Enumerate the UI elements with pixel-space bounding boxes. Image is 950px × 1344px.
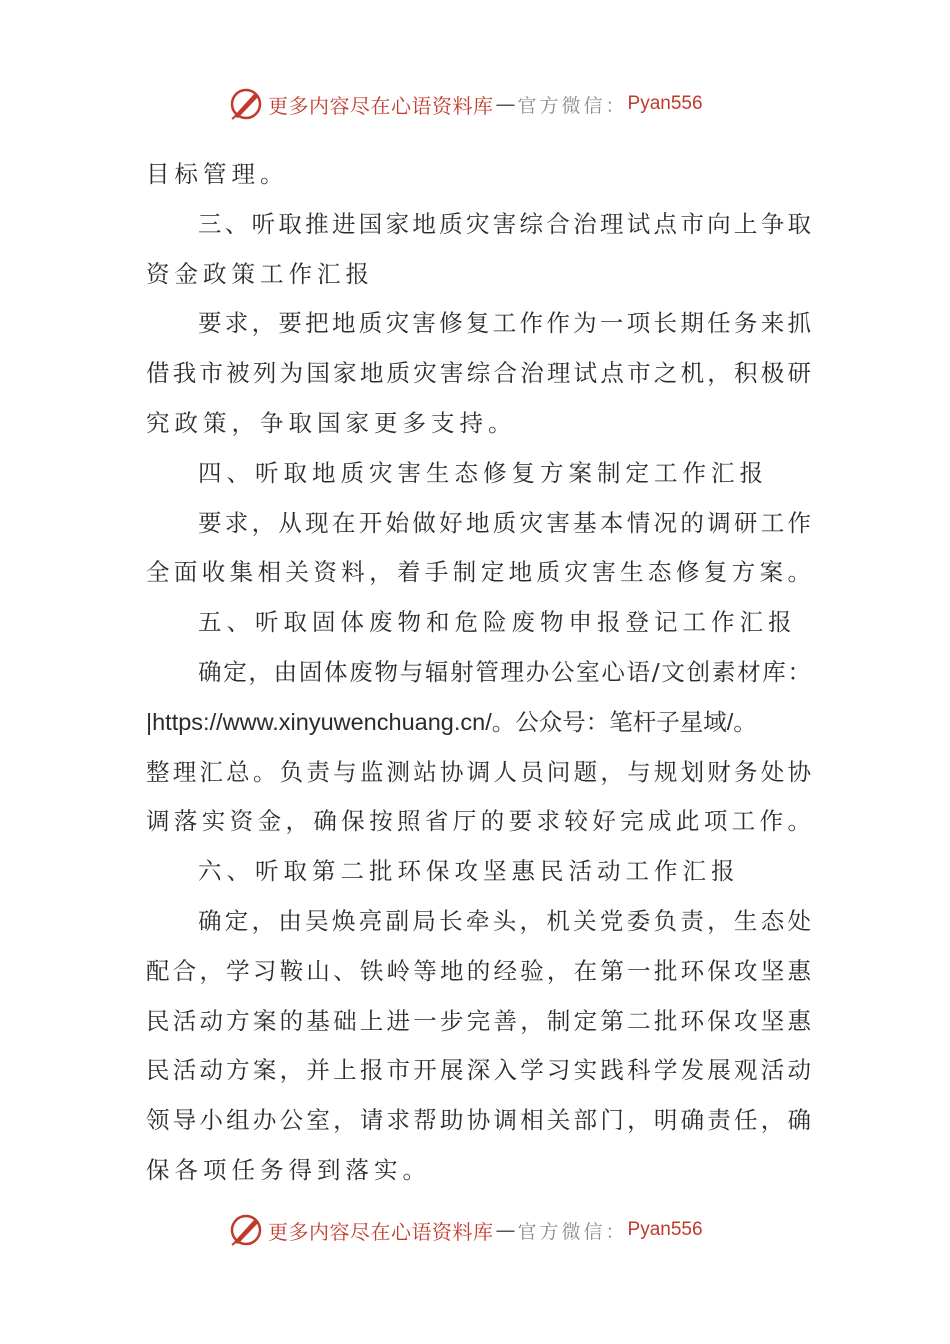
footer-banner <box>228 1210 703 1250</box>
banner-dash: — <box>495 1218 516 1242</box>
text-line: 调落实资金，确保按照省厅的要求较好完成此项工作。 <box>146 807 811 836</box>
text-line: 要求，从现在开始做好地质灾害基本情况的调研工作 <box>198 508 811 537</box>
text-line: 全面收集相关资料，着手制定地质灾害生态修复方案。 <box>146 558 811 587</box>
header-banner <box>228 84 703 124</box>
pen-logo-icon <box>228 86 264 122</box>
text-line: 整理汇总。负责与监测站协调人员问题，与规划财务处协 <box>146 757 811 786</box>
url-line: |https://www.xinyuwenchuang.cn/。公众号：笔杆子星域/。 <box>146 708 757 735</box>
text-line: 确定，由固体废物与辐射管理办公室心语/文创素材库： <box>198 657 811 686</box>
text-line: 目标管理。 <box>146 160 289 188</box>
text-line: 民活动方案的基础上进一步完善，制定第二批环保攻坚惠 <box>146 1006 811 1035</box>
document-body <box>146 150 811 1196</box>
text-line: 资金政策工作汇报 <box>146 259 374 288</box>
wechat-label: 官方微信： <box>517 1220 628 1243</box>
wechat-id: Pyan556 <box>627 1219 703 1240</box>
text-line: 领导小组办公室，请求帮助协调相关部门，明确责任，确 <box>146 1106 811 1135</box>
text-line: 要求，要把地质灾害修复工作作为一项长期任务来抓 <box>198 309 811 338</box>
text-line: 配合，学习鞍山、铁岭等地的经验，在第一批环保攻坚惠 <box>146 956 811 985</box>
wechat-id: Pyan556 <box>627 93 703 114</box>
section-heading: 三、听取推进国家地质灾害综合治理试点市向上争取 <box>198 209 811 238</box>
brand-text: 更多内容尽在心语资料库 <box>268 1219 494 1244</box>
pen-logo-icon <box>228 1212 264 1248</box>
section-heading: 五、听取固体废物和危险废物申报登记工作汇报 <box>198 608 797 637</box>
text-line: 确定，由吴焕亮副局长牵头，机关党委负责，生态处 <box>198 906 811 935</box>
section-heading: 六、听取第二批环保攻坚惠民活动工作汇报 <box>198 857 740 886</box>
wechat-label: 官方微信： <box>517 94 628 117</box>
text-line: 究政策，争取国家更多支持。 <box>146 408 517 437</box>
section-heading: 四、听取地质灾害生态修复方案制定工作汇报 <box>198 458 768 487</box>
text-line: 借我市被列为国家地质灾害综合治理试点市之机，积极研 <box>146 359 811 388</box>
text-line: 保各项任务得到落实。 <box>146 1155 431 1184</box>
brand-text: 更多内容尽在心语资料库 <box>268 93 494 118</box>
banner-dash: — <box>495 92 516 116</box>
text-line: 民活动方案，并上报市开展深入学习实践科学发展观活动 <box>146 1056 811 1085</box>
